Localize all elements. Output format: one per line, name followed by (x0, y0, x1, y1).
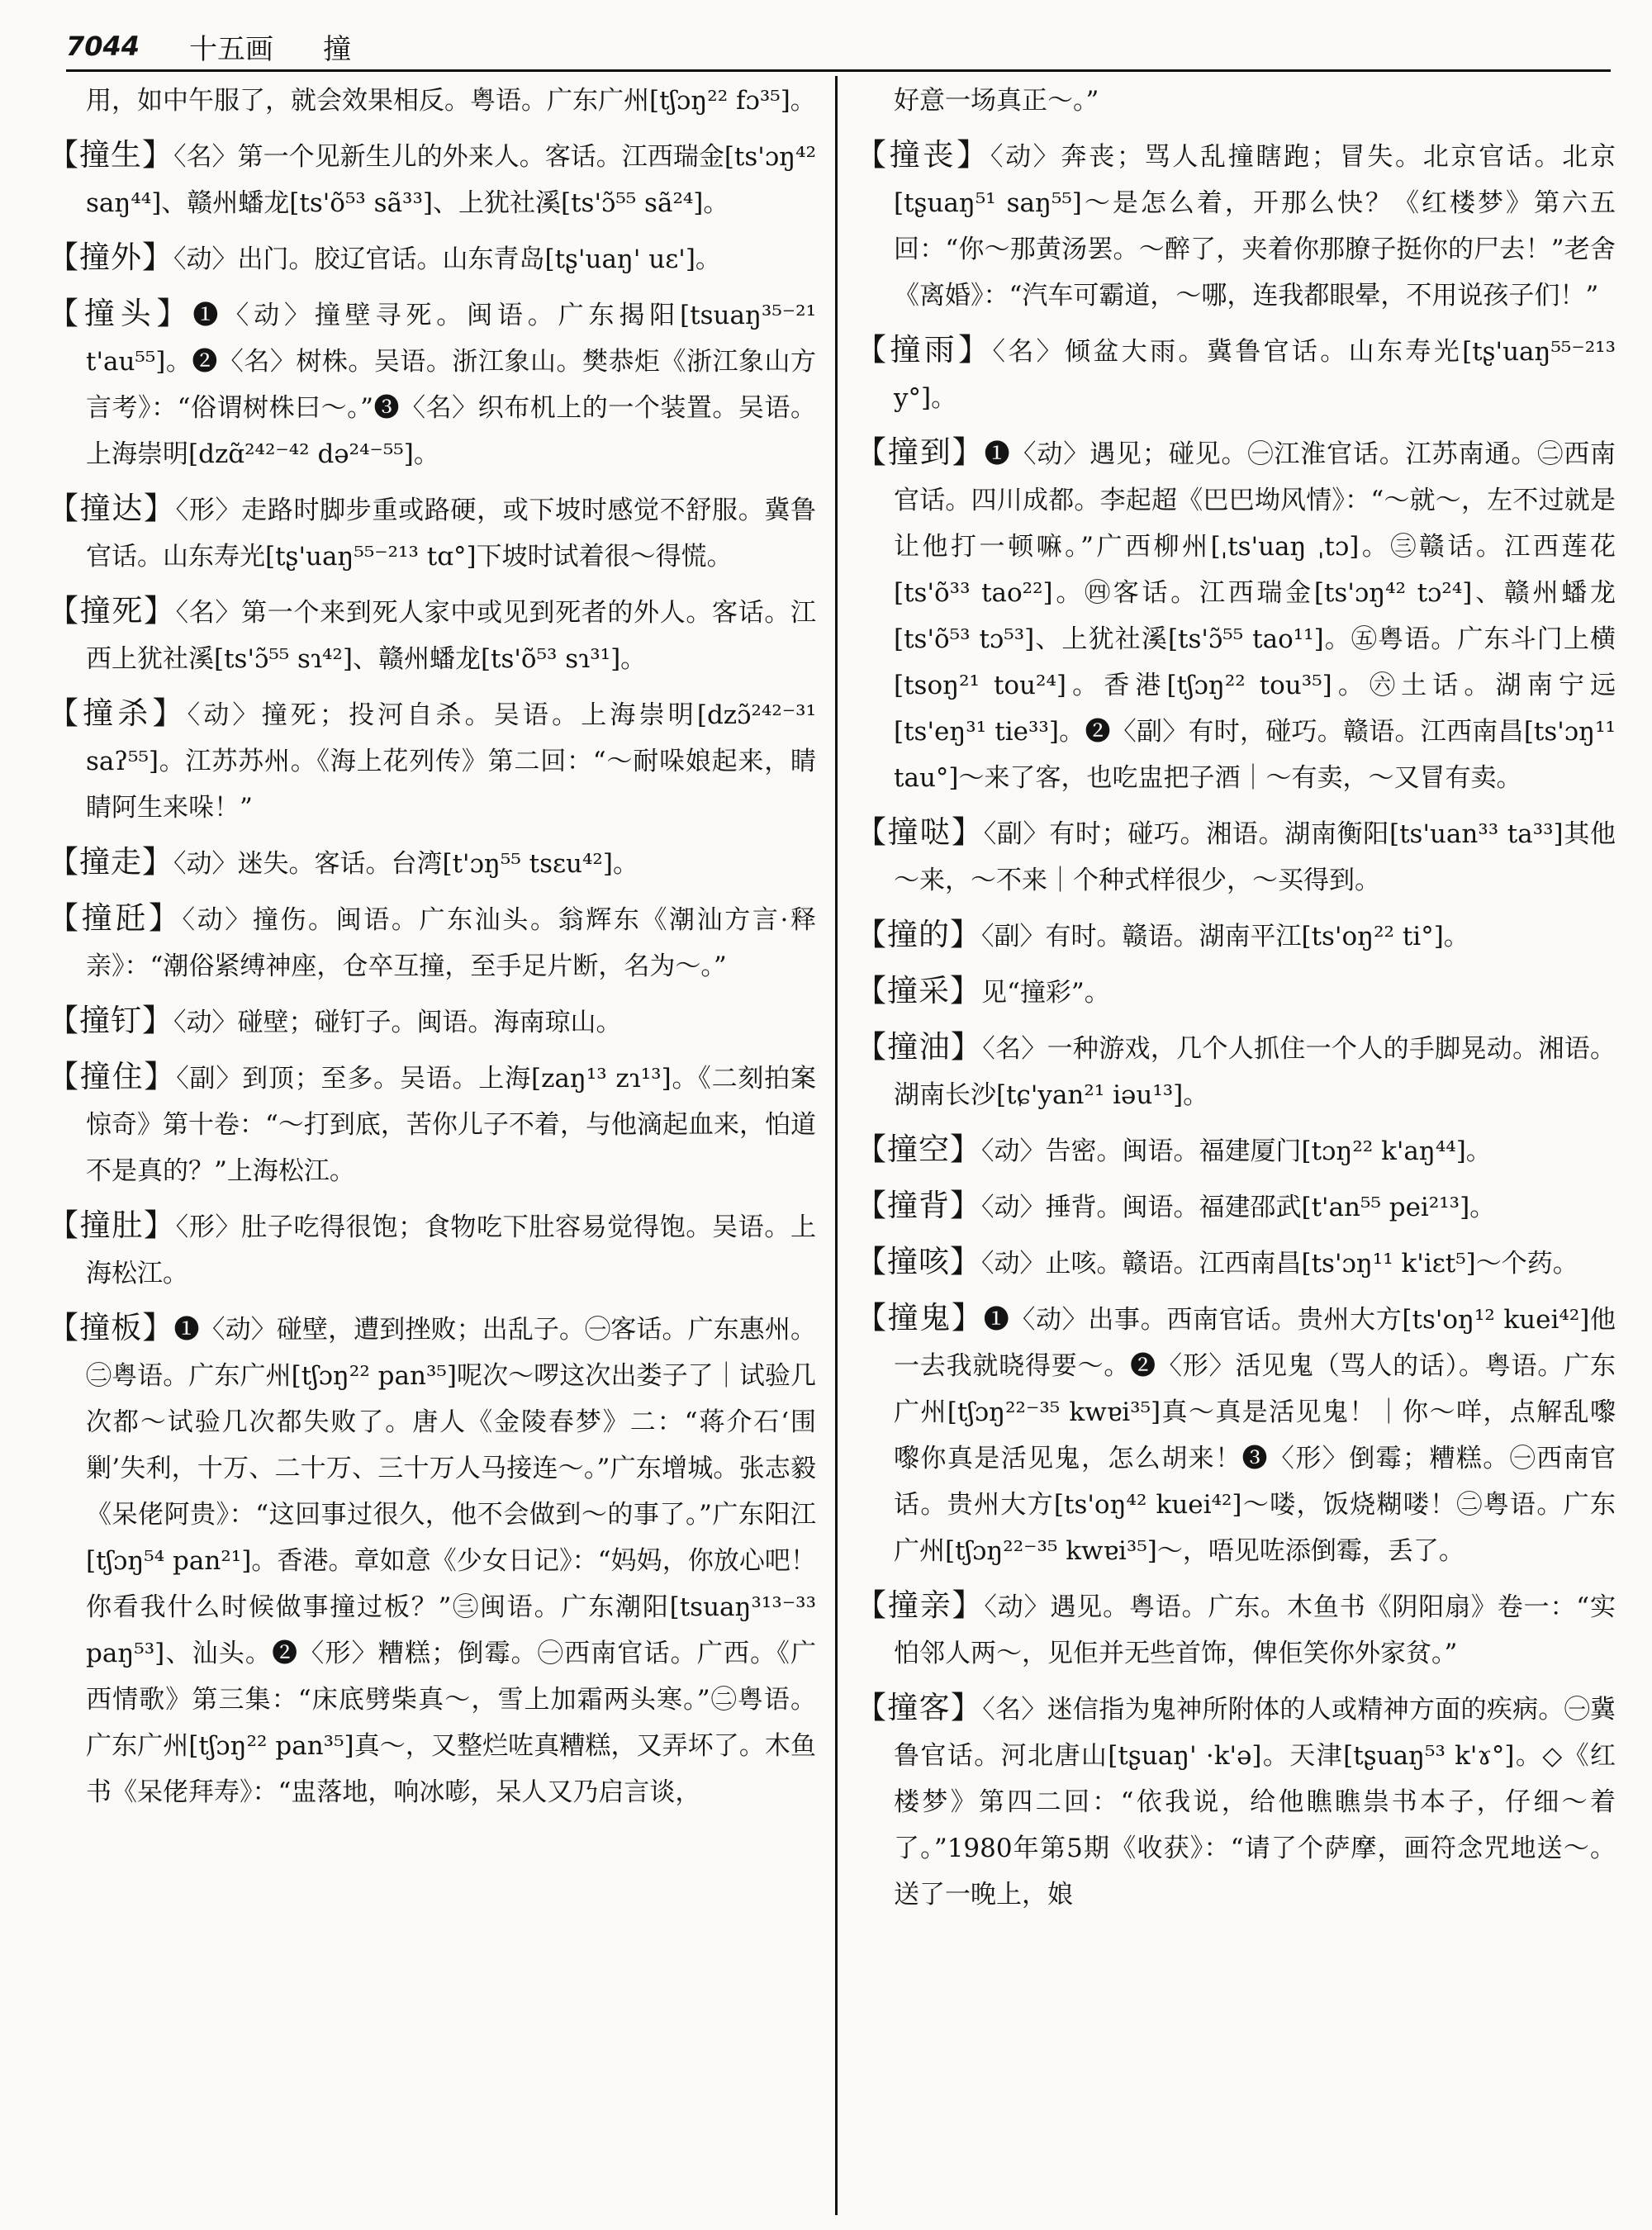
dictionary-entry (48, 690, 816, 831)
entry-headword: 【撞到】 (856, 434, 985, 470)
entry-body: 〈动〉止咳。赣语。江西南昌[ts'ɔŋ¹¹ k'iɛt⁵]～个药。 (981, 1249, 1578, 1279)
entry-body: ❶〈动〉撞壁寻死。闽语。广东揭阳[tsuaŋ³⁵⁻²¹ t'au⁵⁵]。❷〈名〉树株。吴语。浙江象山。樊恭炬《浙江象山方言考》：“俗谓树株曰～。”❸〈名〉织布机上的一个装置。吴语。上海崇明[dzɑ̃²⁴²⁻⁴² də²⁴⁻⁵⁵]。 (86, 301, 816, 469)
entry-body: 〈名〉第一个见新生儿的外来人。客话。江西瑞金[ts'ɔŋ⁴² saŋ⁴⁴]、赣州蟠龙[ts'õ⁵³ sã³³]、上犹社溪[ts'ɔ̃⁵⁵ sã²⁴]。 (86, 142, 816, 218)
entry-headword: 【撞空】 (856, 1132, 981, 1167)
entry-body: 〈名〉倾盆大雨。冀鲁官话。山东寿光[tʂ'uaŋ⁵⁵⁻²¹³ y°]。 (894, 337, 1616, 413)
entry-headword: 【撞背】 (856, 1188, 981, 1223)
dictionary-entry (48, 1203, 816, 1297)
entry-body: 〈副〉有时；碰巧。湘语。湖南衡阳[ts'uan³³ ta³³]其他～来，～不来｜个种式样很少，～买得到。 (894, 819, 1616, 895)
entry-body: 见“撞彩”。 (981, 978, 1110, 1008)
dictionary-entry (856, 132, 1616, 319)
dictionary-entry (48, 839, 816, 887)
entry-headword: 【撞丧】 (856, 137, 990, 173)
dictionary-entry (48, 1054, 816, 1194)
section-label: 十五画 (189, 32, 274, 66)
entry-headword: 【撞杀】 (48, 695, 188, 731)
dictionary-entry (856, 76, 1616, 124)
head-character: 撞 (323, 32, 352, 66)
header-rule (66, 69, 1611, 72)
entry-headword: 【撞油】 (856, 1029, 983, 1065)
dictionary-entry (856, 1127, 1616, 1174)
dictionary-entry (856, 968, 1616, 1016)
entry-body: 〈动〉遇见。粤语。广东。木鱼书《阴阳扇》卷一：“实怕邻人两～，见佢并无些首饰，俾佢笑你外家贫。” (894, 1592, 1616, 1668)
dictionary-entry (48, 895, 816, 989)
running-head (66, 23, 1602, 69)
entry-headword: 【撞采】 (856, 973, 981, 1008)
left-column (48, 76, 816, 2223)
entry-headword: 【撞死】 (48, 593, 176, 629)
dictionary-entry (856, 912, 1616, 960)
entry-body: 〈动〉迷失。客话。台湾[t'ɔŋ⁵⁵ tsɛu⁴²]。 (173, 849, 638, 879)
dictionary-entry (856, 1024, 1616, 1118)
entry-body: 用，如中午服了，就会效果相反。粤语。广东广州[tʃɔŋ²² fɔ³⁵]。 (86, 86, 816, 116)
entry-headword: 【撞生】 (48, 137, 174, 173)
entry-body: 〈动〉捶背。闽语。福建邵武[t'an⁵⁵ pei²¹³]。 (981, 1193, 1496, 1222)
entry-body: 〈动〉撞伤。闽语。广东汕头。翁辉东《潮汕方言·释亲》：“潮俗紧缚神座，仓卒互撞，至手足片断，名为～。” (86, 905, 816, 981)
entry-headword: 【撞外】 (48, 240, 173, 275)
entry-headword: 【撞走】 (48, 844, 173, 880)
dictionary-entry (48, 486, 816, 580)
entry-body: 〈形〉走路时脚步重或路硬，或下坡时感觉不舒服。冀鲁官话。山东寿光[tʂ'uaŋ⁵⁵⁻²¹³ tɑ°]下坡时试着很～得慌。 (86, 496, 816, 572)
entry-body: 〈名〉一种游戏，几个人抓住一个人的手脚晃动。湘语。湖南长沙[tɕ'yan²¹ iəu¹³]。 (894, 1034, 1616, 1110)
entry-body: 〈副〉到顶；至多。吴语。上海[zaŋ¹³ zɿ¹³]。《二刻拍案惊奇》第十卷：“～打到底，苦你儿子不着，与他滴起血来，怕道不是真的？”上海松江。 (86, 1064, 816, 1186)
column-divider (835, 76, 838, 2215)
entry-body: 〈动〉出门。胶辽官话。山东青岛[tʂ'uaŋ' uɛ']。 (173, 244, 721, 274)
entry-headword: 【撞肚】 (48, 1208, 176, 1243)
dictionary-entry (856, 1295, 1616, 1574)
entry-body: 〈名〉第一个来到死人家中或见到死者的外人。客话。江西上犹社溪[ts'ɔ̃⁵⁵ sɿ⁴²]、赣州蟠龙[ts'õ⁵³ sɿ³¹]。 (86, 598, 816, 674)
dictionary-entry (48, 235, 816, 282)
entry-headword: 【撞亲】 (856, 1587, 985, 1623)
entry-body: ❶〈动〉遇见；碰见。㊀江淮官话。江苏南通。㊁西南官话。四川成都。李起超《巴巴坳风情》：“～就～，左不过就是让他打一顿嘛。”广西柳州[ˌts'uaŋ ˌtɔ]。㊂赣话。江西莲花[ts'õ³³ tao²²]。㊃客话。江西瑞金[ts'ɔŋ⁴² tɔ²⁴]、赣州蟠龙[ts'õ⁵³ tɔ⁵³]、上犹社溪[ts'ɔ̃⁵⁵ tao¹¹]。㊄粤语。广东斗门上横[tsoŋ²¹ tou²⁴]。香港[tʃɔŋ²² tou³⁵]。㊅土话。湖南宁远[ts'eŋ³¹ tie³³]。❷〈副〉有时，碰巧。赣语。江西南昌[ts'ɔŋ¹¹ tau°]～来了客，也吃盅把子酒｜～有卖，～又冒有卖。 (894, 439, 1616, 793)
dictionary-entry (856, 429, 1616, 801)
dictionary-entry (856, 1685, 1616, 1918)
entry-headword: 【撞住】 (48, 1059, 177, 1094)
dictionary-entry (856, 1183, 1616, 1231)
dictionary-entry (856, 1239, 1616, 1287)
entry-headword: 【撞咳】 (856, 1244, 981, 1279)
entry-headword: 【撞鬼】 (856, 1300, 984, 1336)
dictionary-entry (48, 998, 816, 1046)
dictionary-entry (48, 132, 816, 226)
dictionary-entry (48, 588, 816, 682)
entry-headword: 【撞瓩】 (48, 900, 183, 936)
dictionary-entry (48, 1305, 816, 1815)
entry-body: ❶〈动〉出事。西南官话。贵州大方[ts'oŋ¹² kuei⁴²]他一去我就晓得要～。❷〈形〉活见鬼（骂人的话）。粤语。广东广州[tʃɔŋ²²⁻³⁵ kwɐi³⁵]真～真是活见鬼！｜你～咩，点解乱嚟嚟你真是活见鬼，怎么胡来！❸〈形〉倒霉；糟糕。㊀西南官话。贵州大方[ts'oŋ⁴² kuei⁴²]～喽，饭烧糊喽！㊁粤语。广东广州[tʃɔŋ²²⁻³⁵ kwɐi³⁵]～，唔见咗添倒霉，丢了。 (894, 1305, 1616, 1566)
entry-headword: 【撞哒】 (856, 814, 984, 850)
entry-body: 〈动〉撞死；投河自杀。吴语。上海崇明[dzɔ̃²⁴²⁻³¹ saʔ⁵⁵]。江苏苏州。《海上花列传》第二回：“～耐哚娘起来，睛睛阿生来哚！” (86, 700, 816, 823)
dictionary-entry (856, 327, 1616, 421)
dictionary-entry (48, 76, 816, 124)
dictionary-entry (856, 1582, 1616, 1677)
entry-body: 〈动〉碰壁；碰钉子。闽语。海南琼山。 (173, 1008, 622, 1037)
dictionary-entry (856, 809, 1616, 904)
entry-headword: 【撞达】 (48, 491, 176, 526)
entry-body: 〈副〉有时。赣语。湖南平江[ts'oŋ²² ti°]。 (981, 922, 1469, 951)
entry-body: ❶〈动〉碰壁，遭到挫败；出乱子。㊀客话。广东惠州。㊁粤语。广东广州[tʃɔŋ²² pan³⁵]呢次～啰这次出娄子了｜试验几次都～试验几次都失败了。唐人《金陵春梦》二：“蒋介石‘围剿’失利，十万、二十万、三十万人马接连～。”广东增城。张志毅《呆佬阿贵》：“这回事过很久，他不会做到～的事了。”广东阳江[tʃɔŋ⁵⁴ pan²¹]。香港。章如意《少女日记》：“妈妈，你放心吧！你看我什么时候做事撞过板？”㊂闽语。广东潮阳[tsuaŋ³¹³⁻³³ paŋ⁵³]、汕头。❷〈形〉糟糕；倒霉。㊀西南官话。广西。《广西情歌》第三集：“床底劈柴真～，雪上加霜两头寒。”㊁粤语。广东广州[tʃɔŋ²² pan³⁵]真～，又整烂咗真糟糕，又弄坏了。木鱼书《呆佬拜寿》：“盅落地，响冰嘭，呆人又乃启言谈， (86, 1315, 816, 1807)
entry-headword: 【撞客】 (856, 1690, 983, 1725)
entry-body: 〈动〉告密。闽语。福建厦门[tɔŋ²² k'aŋ⁴⁴]。 (981, 1136, 1492, 1166)
entry-headword: 【撞的】 (856, 917, 981, 952)
entry-headword: 【撞头】 (48, 296, 193, 331)
entry-body: 〈动〉奔丧；骂人乱撞瞎跑；冒失。北京官话。北京[tʂuaŋ⁵¹ saŋ⁵⁵]～是怎么着，开那么快？《红楼梦》第六五回：“你～那黄汤罢。～醉了，夹着你那膫子挺你的尸去！”老舍《离婚》：“汽车可霸道，～哪，连我都眼晕，不用说孩子们！” (894, 142, 1616, 311)
entry-headword: 【撞钉】 (48, 1003, 173, 1038)
entry-body: 好意一场真正～。” (894, 86, 1099, 116)
right-column (856, 76, 1616, 2223)
page-number: 7044 (66, 31, 140, 62)
entry-body: 〈名〉迷信指为鬼神所附体的人或精神方面的疾病。㊀冀鲁官话。河北唐山[tʂuaŋ' ·k'ə]。天津[tʂuaŋ⁵³ k'ɤ°]。◇《红楼梦》第四二回：“依我说，给他瞧瞧祟书本子，仔细～着了。”1980年第5期《收获》：“请了个萨摩，画符念咒地送～。送了一晚上，娘 (894, 1695, 1616, 1910)
entry-headword: 【撞板】 (48, 1310, 174, 1345)
entry-headword: 【撞雨】 (856, 332, 993, 368)
entry-body: 〈形〉肚子吃得很饱；食物吃下肚容易觉得饱。吴语。上海松江。 (86, 1212, 816, 1288)
dictionary-entry (48, 291, 816, 477)
